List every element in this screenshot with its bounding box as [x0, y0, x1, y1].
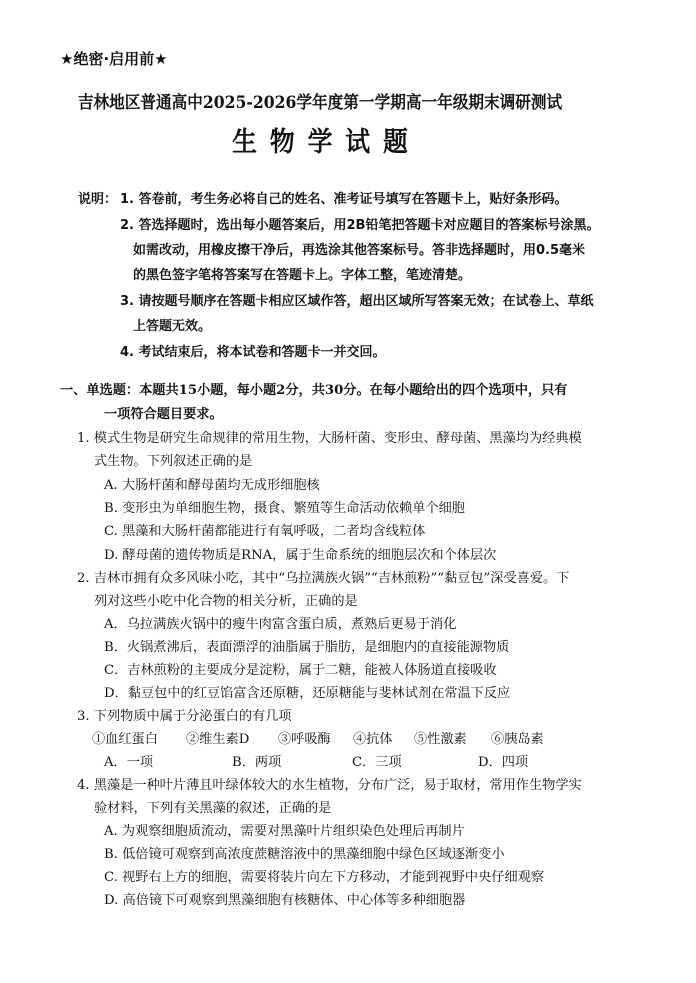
- option-c: C. 视野右上方的细胞，需要将装片向左下方移动，才能到视野中央仔细观察: [104, 870, 545, 885]
- item-3: ③呼吸酶: [278, 732, 331, 747]
- instruction-line: 1. 答卷前，考生务必将自己的姓名、准考证号填写在答题卡上，贴好条形码。: [120, 192, 568, 207]
- option-a: A. 大肠杆菌和酵母菌均无成形细胞核: [104, 478, 320, 493]
- question-stem: 验材料，下列有关黑藻的叙述，正确的是: [94, 801, 332, 816]
- item-4: ④抗体: [353, 732, 393, 747]
- option-c: C．吉林煎粉的主要成分是淀粉，属于二糖，能被人体肠道直接吸收: [104, 663, 497, 678]
- option-d: D. 酵母菌的遗传物质是RNA，属于生命系统的细胞层次和个体层次: [104, 548, 497, 563]
- choice-a: A．一项: [104, 755, 154, 770]
- option-b: B．火锅煮沸后，表面漂浮的油脂属于脂肪，是细胞内的直接能源物质: [104, 640, 510, 655]
- item-5: ⑤性激素: [414, 732, 467, 747]
- choice-b: B．两项: [232, 755, 282, 770]
- instruction-line: 3. 请按题号顺序在答题卡相应区域作答，超出区域所写答案无效；在试卷上、草纸: [120, 294, 594, 309]
- instructions-label: 说明：: [78, 192, 118, 207]
- question-stem: 3. 下列物质中属于分泌蛋白的有几项: [77, 709, 292, 724]
- confidential-label: ★绝密·启用前★: [60, 50, 168, 68]
- question-stem: 1. 模式生物是研究生命规律的常用生物，大肠杆菌、变形虫、酵母菌、黑藻均为经典模: [77, 431, 582, 446]
- option-a: A. 为观察细胞质流动，需要对黑藻叶片组织染色处理后再制片: [104, 824, 465, 839]
- section-heading: 一、单选题：本题共15小题，每小题2分，共30分。在每小题给出的四个选项中，只有: [60, 383, 568, 398]
- question-stem: 列对这些小吃中化合物的相关分析，正确的是: [94, 594, 358, 609]
- item-2: ②维生素D: [186, 732, 250, 747]
- option-d: D．黏豆包中的红豆馅富含还原糖，还原糖能与斐林试剂在常温下反应: [104, 686, 511, 701]
- choice-d: D．四项: [478, 755, 529, 770]
- choice-c: C．三项: [352, 755, 402, 770]
- item-1: ①血红蛋白: [92, 732, 158, 747]
- instruction-line: 如需改动，用橡皮擦干净后，再选涂其他答案标号。答非选择题时，用0.5毫米: [133, 243, 586, 258]
- exam-title: 吉林地区普通高中2025-2026学年度第一学期高一年级期末调研测试: [77, 93, 563, 113]
- question-stem: 4. 黑藻是一种叶片薄且叶绿体较大的水生植物，分布广泛，易于取材，常用作生物学实: [77, 778, 582, 793]
- instruction-line: 2. 答选择题时，选出每小题答案后，用2B铅笔把答题卡对应题目的答案标号涂黑。: [120, 218, 600, 233]
- section-heading-cont: 一项符合题目要求。: [104, 407, 223, 422]
- question-stem: 式生物。下列叙述正确的是: [94, 454, 253, 469]
- option-d: D. 高倍镜下可观察到黑藻细胞有核糖体、中心体等多种细胞器: [104, 893, 466, 908]
- question-stem: 2. 吉林市拥有众多风味小吃，其中“乌拉满族火锅”“吉林煎粉”“黏豆包”深受喜爱。下: [77, 571, 570, 586]
- item-6: ⑥胰岛素: [491, 732, 544, 747]
- instruction-line: 的黑色签字笔将答案写在答题卡上。字体工整，笔迹清楚。: [133, 268, 472, 283]
- subject-title: 生物学试题: [232, 127, 421, 158]
- option-b: B. 变形虫为单细胞生物，摄食、繁殖等生命活动依赖单个细胞: [104, 501, 465, 516]
- instruction-line: 4. 考试结束后，将本试卷和答题卡一并交回。: [120, 345, 386, 360]
- option-c: C. 黑藻和大肠杆菌都能进行有氧呼吸，二者均含线粒体: [104, 524, 426, 539]
- instruction-line: 上答题无效。: [133, 319, 212, 334]
- option-a: A．乌拉满族火锅中的瘦牛肉富含蛋白质，煮熟后更易于消化: [104, 617, 457, 632]
- option-b: B. 低倍镜可观察到高浓度蔗糖溶液中的黑藻细胞中绿色区域逐渐变小: [104, 847, 505, 862]
